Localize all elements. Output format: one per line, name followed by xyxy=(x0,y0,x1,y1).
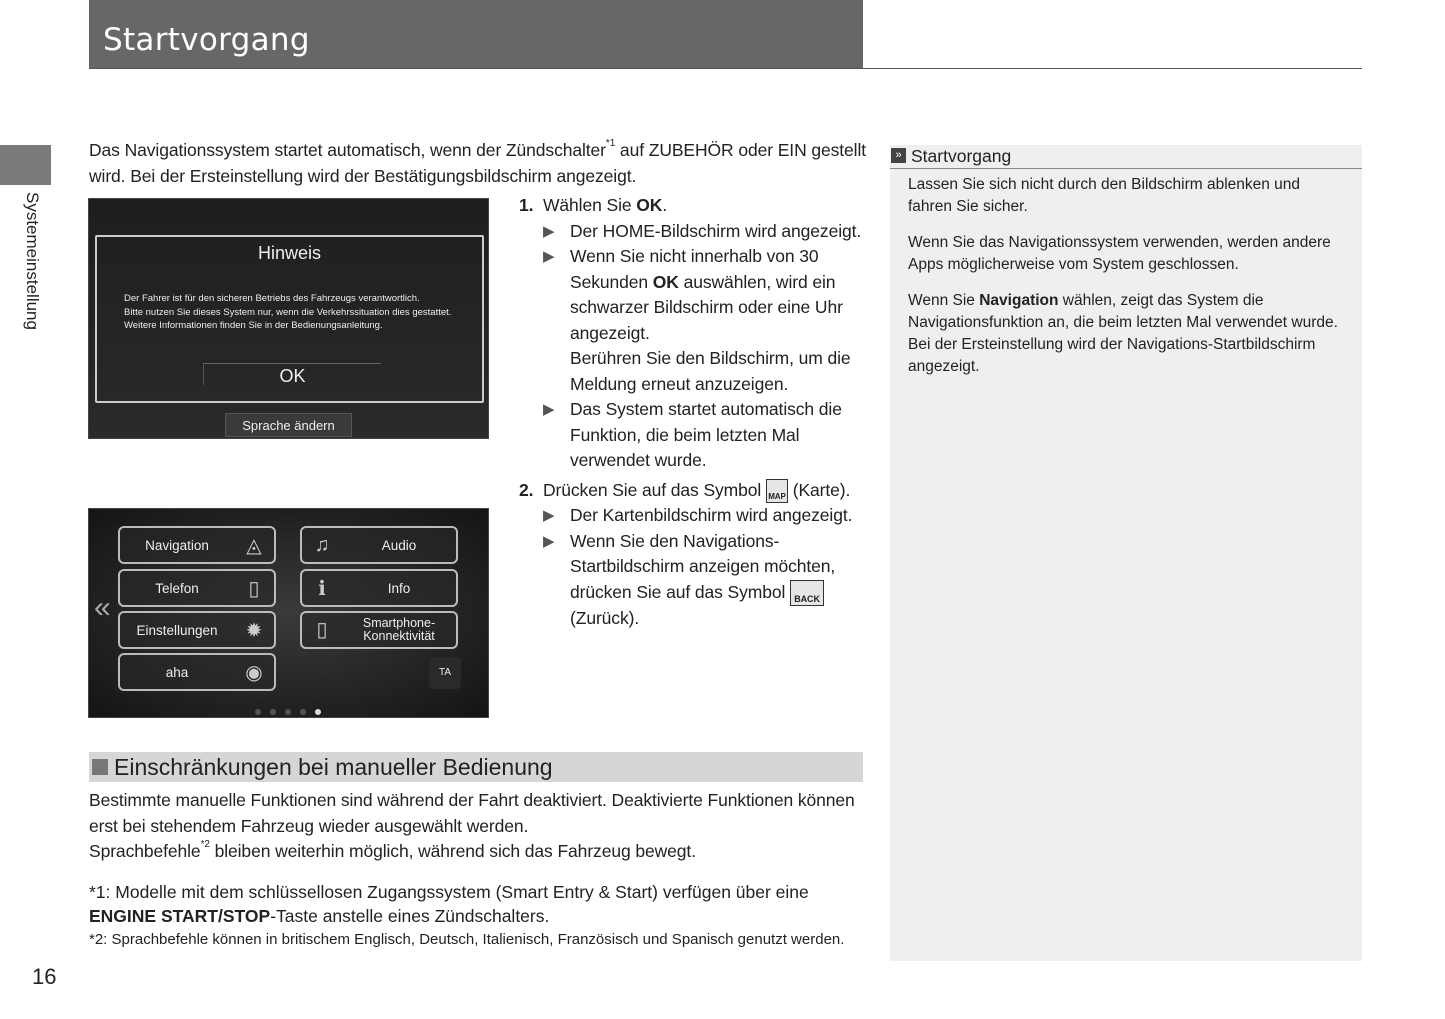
substep-text: Der Kartenbildschirm wird angezeigt. xyxy=(570,505,853,525)
section-body xyxy=(89,788,869,865)
tile-label: Smartphone-Konnektivität xyxy=(362,616,436,643)
music-note-icon: ♫ xyxy=(314,533,330,556)
fn-bold: ENGINE START/STOP xyxy=(89,906,271,926)
dialog-line: Bitte nutzen Sie dieses System nur, wenn die Verkehrssituation dies gestattet. xyxy=(124,306,452,318)
arrow-icon: ▶ xyxy=(543,507,555,524)
dialog-line: Weitere Informationen finden Sie in der Bedienungsanleitung. xyxy=(124,320,383,331)
arrow-icon: ▶ xyxy=(543,222,555,240)
tile-smartphone xyxy=(300,611,458,649)
chevron-left-icon: « xyxy=(94,591,111,624)
tile-label: Audio xyxy=(381,537,417,553)
tile-label: Navigation xyxy=(145,537,209,553)
sidebar-note-title: Startvorgang xyxy=(911,146,1012,166)
substep-text: (Zurück). xyxy=(570,607,640,628)
substep xyxy=(543,244,869,397)
note-paragraph xyxy=(908,290,1348,378)
step-number: 1. xyxy=(519,195,534,215)
compass-icon: ◬ xyxy=(246,534,262,557)
tile-audio xyxy=(300,526,458,564)
map-icon: MAP xyxy=(766,479,788,503)
ta-button: TA xyxy=(429,657,461,689)
footnote-ref: *1 xyxy=(605,138,616,149)
fn-text: *1: Modelle mit dem schlüssellosen Zugangssystem (Smart Entry & Start) verfügen über eine xyxy=(89,882,809,902)
side-tab-label: Systemeinstellung xyxy=(23,192,42,330)
substep-text: Das System startet automatisch die Funktion, die beim letzten Mal verwendet wurde. xyxy=(570,399,842,470)
dialog-body xyxy=(124,292,474,333)
arrow-icon: ▶ xyxy=(543,401,555,418)
intro-b: auf ZUBEHÖR oder EIN gestellt wird. Bei der Ersteinstellung wird der Bestätigungsbildschirm angezeigt. xyxy=(89,140,867,186)
tile-navigation xyxy=(118,526,276,564)
page-indicator xyxy=(255,709,321,715)
back-icon: BACK xyxy=(790,580,824,606)
page-title: Startvorgang xyxy=(103,22,310,58)
tile-aha xyxy=(118,653,276,691)
ok-button: OK xyxy=(203,363,381,385)
substep-bold: OK xyxy=(652,271,679,292)
footnote-2: *2: Sprachbefehle können in britischem Englisch, Deutsch, Italienisch, Französisch und Spanisch genutzt werden. xyxy=(89,931,845,948)
side-tab-marker xyxy=(0,145,51,185)
phone-icon: ▯ xyxy=(248,577,260,600)
steps-list xyxy=(519,193,869,631)
step-bold: OK xyxy=(636,195,663,215)
dialog-title: Hinweis xyxy=(257,243,322,263)
smartphone-icon: ▯ xyxy=(316,618,328,641)
substep-text: Wenn Sie den Navigations-Startbildschirm anzeigen möchten, drücken Sie auf das Symbol xyxy=(570,530,836,602)
step-number: 2. xyxy=(519,479,534,500)
footnote-1 xyxy=(89,880,869,928)
substep-text: auswählen, wird ein schwarzer Bildschirm oder eine Uhr angezeigt. xyxy=(570,271,843,343)
substep xyxy=(543,219,869,245)
note-paragraph: Lassen Sie sich nicht durch den Bildschirm ablenken und fahren Sie sicher. xyxy=(908,176,1301,215)
header-divider xyxy=(89,68,1362,69)
tile-telefon xyxy=(118,569,276,607)
arrow-icon: ▶ xyxy=(543,248,555,265)
p2-text: bleiben weiterhin möglich, während sich das Fahrzeug bewegt. xyxy=(209,841,696,861)
info-icon: ℹ xyxy=(318,577,326,600)
tile-label: Info xyxy=(387,580,411,596)
tile-info xyxy=(300,569,458,607)
tile-label: aha xyxy=(165,664,189,680)
substep-text: Berühren Sie den Bildschirm, um die Meldung erneut anzuzeigen. xyxy=(570,348,851,394)
section-title: Einschränkungen bei manueller Bedienung xyxy=(114,754,553,780)
footnote-ref: *2 xyxy=(200,839,210,850)
gear-icon: ✹ xyxy=(245,619,263,642)
tile-label: Telefon xyxy=(155,580,199,596)
section-heading xyxy=(89,752,863,782)
change-language-button: Sprache ändern xyxy=(225,413,352,437)
intro-a: Das Navigationssystem startet automatisch, wenn der Zündschalter xyxy=(89,140,606,160)
square-icon xyxy=(92,759,108,775)
substep-text: Der HOME-Bildschirm wird angezeigt. xyxy=(570,220,862,241)
dialog-line: Der Fahrer ist für den sicheren Betriebs des Fahrzeugs verantwortlich. xyxy=(124,293,420,304)
substep xyxy=(543,397,869,474)
note-paragraph: Wenn Sie das Navigationssystem verwenden, werden andere Apps möglicherweise vom System geschlossen. xyxy=(908,234,1331,273)
notice-screen-image xyxy=(88,198,489,439)
section-paragraph xyxy=(89,839,869,865)
footnotes xyxy=(89,880,869,952)
substep-text: Wenn Sie nicht innerhalb von 30 Sekunden xyxy=(570,246,819,292)
step-1 xyxy=(519,193,869,219)
tile-label: Einstellungen xyxy=(136,622,218,638)
substep xyxy=(543,503,869,529)
step-text: (Karte). xyxy=(787,479,851,500)
arrow-icon: ▶ xyxy=(543,532,555,550)
reference-icon: » xyxy=(891,148,906,163)
note-bold: Navigation xyxy=(979,292,1059,309)
p2-text: Sprachbefehle xyxy=(89,841,201,861)
note-text: wählen, zeigt das System die Navigationsfunktion an, die beim letzten Mal verwendet wurde. Bei der Ersteinstellung wird der Navigations-Startbildschirm angezeigt. xyxy=(908,292,1338,375)
tile-einstellungen xyxy=(118,611,276,649)
step-2 xyxy=(519,478,869,504)
substep xyxy=(543,529,869,632)
notice-dialog xyxy=(95,235,484,403)
aha-icon: ◉ xyxy=(245,661,263,684)
home-screen-image xyxy=(88,508,489,718)
step-text: Drücken Sie auf das Symbol xyxy=(543,479,766,500)
section-paragraph: Bestimmte manuelle Funktionen sind während der Fahrt deaktiviert. Deaktivierte Funktionen können erst bei stehendem Fahrzeug wieder ausgewählt werden. xyxy=(89,790,855,836)
step-text: . xyxy=(662,195,668,215)
page-number: 16 xyxy=(32,964,57,989)
sidebar-note xyxy=(890,145,1362,961)
note-text: Wenn Sie xyxy=(908,292,980,309)
fn-text: -Taste anstelle eines Zündschalters. xyxy=(270,906,550,926)
step-text: Wählen Sie xyxy=(543,195,637,215)
sidebar-note-header xyxy=(890,145,1362,169)
page-header xyxy=(89,0,863,68)
intro-text xyxy=(89,138,879,189)
